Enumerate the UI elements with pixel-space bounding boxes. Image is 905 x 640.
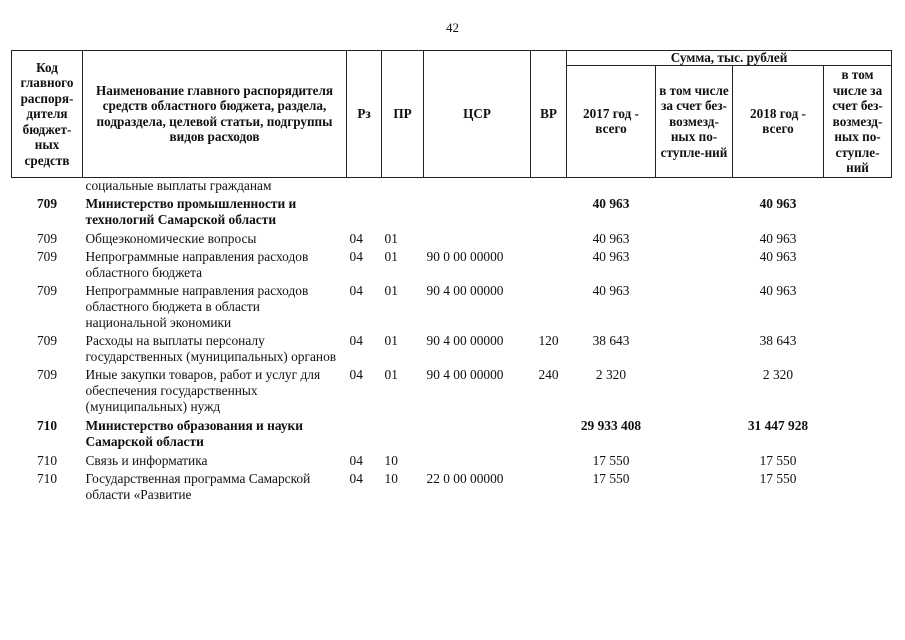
cell-code: 709 bbox=[36, 195, 58, 211]
table-row bbox=[12, 331, 892, 365]
cell-pr: 01 bbox=[384, 282, 398, 298]
cell-2018-total: 38 643 bbox=[759, 332, 797, 348]
cell-csr: 90 4 00 00000 bbox=[426, 282, 504, 298]
page-number: 42 bbox=[446, 20, 459, 35]
cell-csr: 90 4 00 00000 bbox=[426, 366, 504, 382]
cell-code: 709 bbox=[36, 366, 58, 382]
cell-2017-incl bbox=[656, 247, 733, 281]
header-rz: Рз bbox=[347, 51, 382, 178]
header-vr: ВР bbox=[531, 51, 567, 178]
cell-name: Министерство образования и науки Самарской области bbox=[85, 417, 303, 449]
cell-2018-total: 40 963 bbox=[759, 230, 797, 246]
cell-2017-total: 17 550 bbox=[592, 470, 630, 486]
table-body bbox=[12, 177, 892, 503]
table-row bbox=[12, 228, 892, 247]
continuation-text: социальные выплаты гражданам bbox=[85, 177, 272, 193]
cell-code bbox=[12, 177, 83, 193]
cell-vr bbox=[531, 469, 567, 503]
continuation-row bbox=[12, 177, 892, 193]
cell-csr: 90 0 00 00000 bbox=[426, 248, 504, 264]
cell-2018-incl bbox=[824, 415, 892, 450]
cell-2018-total: 2 320 bbox=[762, 366, 794, 382]
cell-2018-total: 40 963 bbox=[759, 195, 797, 211]
cell-2017-total: 38 643 bbox=[592, 332, 630, 348]
cell-csr: 22 0 00 00000 bbox=[426, 470, 504, 486]
cell-2018-total: 17 550 bbox=[759, 470, 797, 486]
cell-pr: 01 bbox=[384, 230, 398, 246]
cell-2017-incl bbox=[656, 450, 733, 469]
cell-csr bbox=[424, 415, 531, 450]
cell-2018-total: 31 447 928 bbox=[747, 417, 809, 433]
cell-name: Иные закупки товаров, работ и услуг для обеспечения государственных (муниципальных) нужд bbox=[85, 366, 321, 414]
cell-2018-total: 17 550 bbox=[759, 452, 797, 468]
cell-vr bbox=[531, 228, 567, 247]
cell-pr: 01 bbox=[384, 248, 398, 264]
cell-vr bbox=[531, 415, 567, 450]
cell-2018-incl bbox=[824, 365, 892, 415]
cell-2017-incl bbox=[656, 228, 733, 247]
cell-csr bbox=[424, 228, 531, 247]
cell-2018-incl bbox=[824, 228, 892, 247]
cell-vr bbox=[531, 450, 567, 469]
cell-2018-incl bbox=[824, 193, 892, 228]
table-row bbox=[12, 365, 892, 415]
cell-vr: 120 bbox=[538, 332, 559, 348]
cell-name: Расходы на выплаты персоналу государственных (муниципальных) органов bbox=[85, 332, 337, 364]
header-csr: ЦСР bbox=[424, 51, 531, 178]
cell-rz: 04 bbox=[349, 282, 363, 298]
cell-code: 710 bbox=[36, 452, 58, 468]
cell-2017-incl bbox=[656, 331, 733, 365]
cell-csr bbox=[424, 193, 531, 228]
cell-code: 709 bbox=[36, 230, 58, 246]
cell-pr bbox=[382, 193, 424, 228]
cell-2017-total: 2 320 bbox=[595, 366, 627, 382]
cell-name: Государственная программа Самарской области «Развитие bbox=[85, 470, 311, 502]
cell-2017-incl bbox=[656, 281, 733, 331]
cell-2017-incl bbox=[656, 469, 733, 503]
header-code: Код главного распоря-дителя бюджет-ных средств bbox=[12, 51, 83, 178]
cell-code: 710 bbox=[36, 417, 58, 433]
cell-name: Связь и информатика bbox=[85, 452, 208, 468]
cell-vr bbox=[531, 247, 567, 281]
header-pr: ПР bbox=[382, 51, 424, 178]
cell-csr bbox=[424, 450, 531, 469]
cell-name: Непрограммные направления расходов областного бюджета bbox=[85, 248, 309, 280]
header-2018-total: 2018 год - всего bbox=[733, 66, 824, 178]
cell-rz: 04 bbox=[349, 452, 363, 468]
table-row bbox=[12, 469, 892, 503]
table-row bbox=[12, 193, 892, 228]
cell-pr: 10 bbox=[384, 470, 398, 486]
table-row bbox=[12, 281, 892, 331]
cell-2017-total: 40 963 bbox=[592, 230, 630, 246]
header-sum: Сумма, тыс. рублей bbox=[567, 51, 892, 66]
cell-rz: 04 bbox=[349, 470, 363, 486]
budget-table bbox=[11, 50, 892, 503]
cell-2018-incl bbox=[824, 247, 892, 281]
cell-2018-incl bbox=[824, 450, 892, 469]
cell-rz: 04 bbox=[349, 332, 363, 348]
cell-2018-incl bbox=[824, 331, 892, 365]
cell-name: Общеэкономические вопросы bbox=[85, 230, 257, 246]
cell-2017-total: 40 963 bbox=[592, 248, 630, 264]
cell-vr bbox=[531, 193, 567, 228]
cell-rz: 04 bbox=[349, 230, 363, 246]
table-row bbox=[12, 450, 892, 469]
cell-2018-incl bbox=[824, 469, 892, 503]
table-row bbox=[12, 247, 892, 281]
cell-csr: 90 4 00 00000 bbox=[426, 332, 504, 348]
cell-vr: 240 bbox=[538, 366, 559, 382]
cell-2018-total: 40 963 bbox=[759, 248, 797, 264]
header-2017-incl: в том числе за счет без-возмезд-ных по-ступле-ний bbox=[656, 66, 733, 178]
cell-2017-incl bbox=[656, 193, 733, 228]
cell-name: Министерство промышленности и технологий Самарской области bbox=[85, 195, 297, 227]
header-name: Наименование главного распорядителя средств областного бюджета, раздела, подраздела, целевой статьи, подгруппы видов расходов bbox=[83, 51, 347, 178]
cell-pr: 10 bbox=[384, 452, 398, 468]
cell-vr bbox=[531, 281, 567, 331]
cell-code: 710 bbox=[36, 470, 58, 486]
cell-rz: 04 bbox=[349, 248, 363, 264]
cell-name: Непрограммные направления расходов областного бюджета в области национальной экономики bbox=[85, 282, 309, 330]
cell-pr: 01 bbox=[384, 332, 398, 348]
cell-rz: 04 bbox=[349, 366, 363, 382]
cell-pr: 01 bbox=[384, 366, 398, 382]
cell-code: 709 bbox=[36, 248, 58, 264]
table-row bbox=[12, 415, 892, 450]
cell-rz bbox=[347, 415, 382, 450]
header-2018-incl: в том числе за счет без-возмезд-ных по-ступле-ний bbox=[824, 66, 892, 178]
cell-2017-total: 17 550 bbox=[592, 452, 630, 468]
cell-2017-total: 40 963 bbox=[592, 282, 630, 298]
cell-2018-total: 40 963 bbox=[759, 282, 797, 298]
cell-code: 709 bbox=[36, 332, 58, 348]
cell-2017-incl bbox=[656, 365, 733, 415]
cell-2017-incl bbox=[656, 415, 733, 450]
cell-2017-total: 40 963 bbox=[592, 195, 630, 211]
table-header bbox=[12, 51, 892, 178]
cell-pr bbox=[382, 415, 424, 450]
cell-code: 709 bbox=[36, 282, 58, 298]
cell-rz bbox=[347, 193, 382, 228]
cell-2018-incl bbox=[824, 281, 892, 331]
cell-2017-total: 29 933 408 bbox=[580, 417, 642, 433]
header-2017-total: 2017 год - всего bbox=[567, 66, 656, 178]
